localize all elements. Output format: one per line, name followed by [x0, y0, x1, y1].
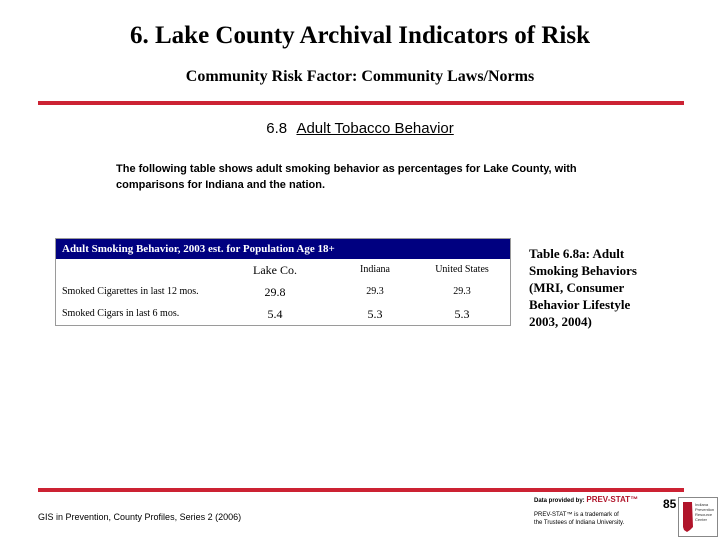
section-number: 6.8	[266, 120, 288, 137]
intro-paragraph: The following table shows adult smoking behavior as percentages for Lake County, with comparisons for Indiana and the nation.	[116, 163, 577, 191]
cell-indiana: 5.3	[367, 307, 383, 321]
prev-stat-credit	[534, 495, 677, 536]
table-row	[56, 281, 510, 303]
prev-stat-brand: PREV-STAT™	[586, 495, 639, 504]
slide-title: 6. Lake County Archival Indicators of Risk	[129, 22, 590, 49]
smoking-table	[55, 238, 511, 326]
caption-line: (MRI, Consumer	[529, 280, 625, 295]
column-header-indiana: Indiana	[360, 264, 390, 275]
cell-lake: 29.8	[264, 285, 286, 299]
prevention-center-logo	[678, 497, 718, 537]
section-heading	[0, 120, 720, 137]
row-label: Smoked Cigarettes in last 12 mos.	[62, 286, 199, 297]
bottom-divider	[38, 488, 684, 492]
footer-citation: GIS in Prevention, County Profiles, Series 2 (2006)	[38, 512, 242, 522]
row-label: Smoked Cigars in last 6 mos.	[62, 308, 180, 319]
column-header-us: United States	[435, 264, 489, 275]
trademark-line-1: PREV-STAT™ is a trademark of	[534, 512, 619, 518]
caption-line: Table 6.8a: Adult	[529, 246, 625, 261]
top-divider	[38, 101, 684, 105]
section-title: Adult Tobacco Behavior	[296, 120, 454, 137]
logo-text: Indiana Prevention Resource Center	[695, 502, 715, 522]
provided-by-line	[534, 496, 674, 505]
table-header: Adult Smoking Behavior, 2003 est. for Population Age 18+	[56, 239, 510, 259]
caption-line: Behavior Lifestyle	[529, 297, 631, 312]
cell-lake: 5.4	[267, 307, 283, 321]
caption-line: Smoking Behaviors	[529, 263, 637, 278]
provided-by-label: Data provided by:	[534, 498, 585, 504]
cell-indiana: 29.3	[366, 286, 384, 297]
indiana-map-icon	[682, 501, 694, 533]
table-column-headers	[56, 259, 510, 281]
page-number: 85	[663, 497, 677, 511]
table-row	[56, 303, 510, 325]
cell-us: 29.3	[453, 286, 471, 297]
column-header-lake: Lake Co.	[253, 263, 297, 277]
trademark-line-2: the Trustees of Indiana University.	[534, 520, 625, 526]
caption-line: 2003, 2004)	[529, 314, 592, 329]
slide-subtitle: Community Risk Factor: Community Laws/Norms	[185, 68, 535, 85]
table-caption	[529, 245, 659, 330]
cell-us: 5.3	[454, 307, 470, 321]
